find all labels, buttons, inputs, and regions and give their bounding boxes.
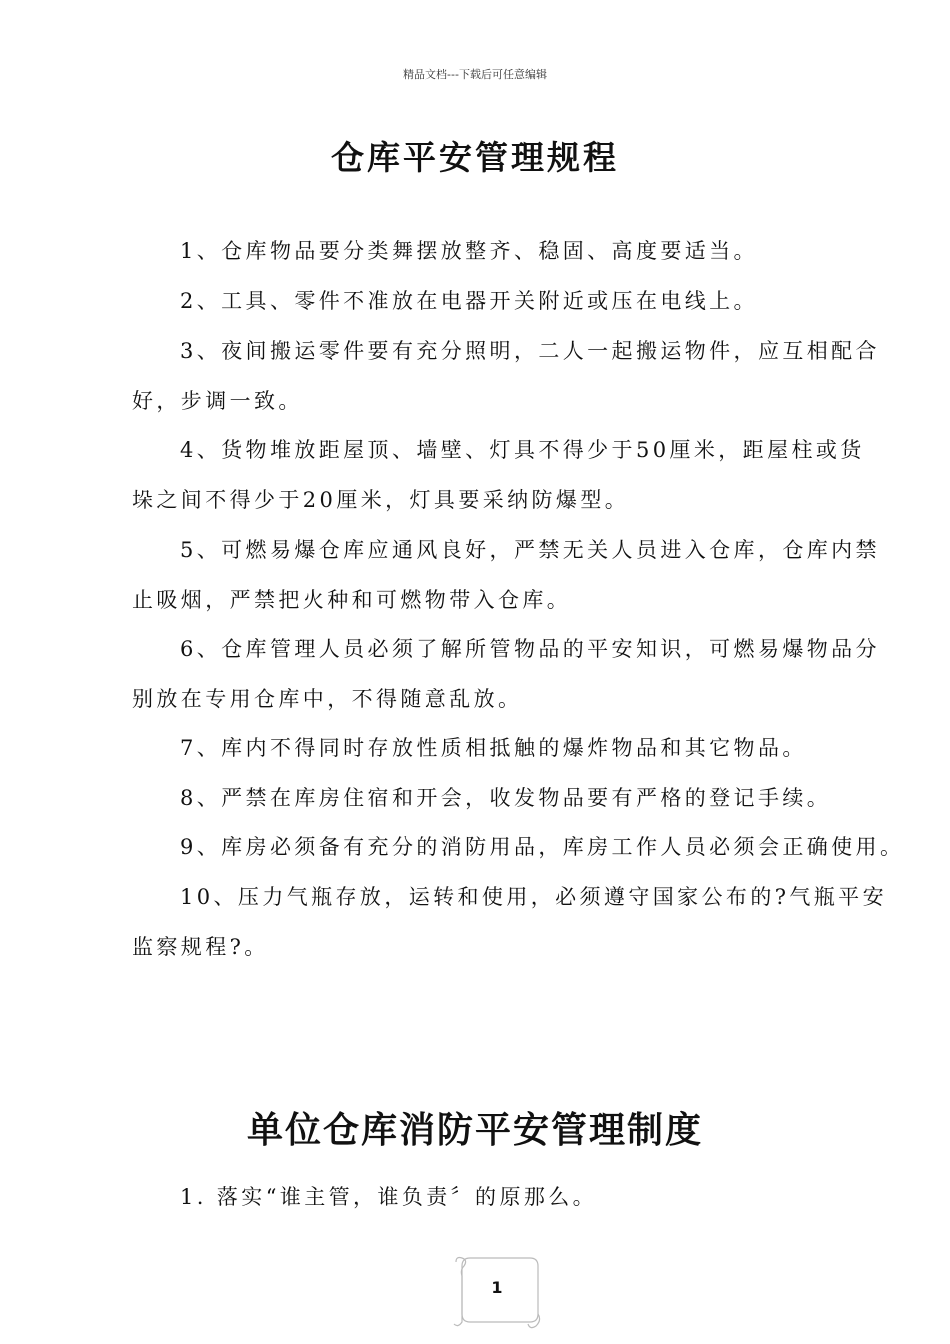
rule-item-4: 4、货物堆放距屋顶、墙壁、灯具不得少于50厘米，距屋柱或货 垛之间不得少于20厘米，灯具要采纳防爆型。	[132, 438, 865, 512]
page-number: 1	[491, 1278, 503, 1297]
rule-item-7: 7、库内不得同时存放性质相抵触的爆炸物品和其它物品。	[180, 736, 807, 760]
section-title-safety-rules: 仓库平安管理规程	[331, 138, 619, 177]
rule-item-10: 10、压力气瓶存放，运转和使用，必须遵守国家公布的?气瓶平安 监察规程?。	[132, 885, 887, 959]
rule-item-8: 8、严禁在库房住宿和开会，收发物品要有严格的登记手续。	[180, 786, 832, 810]
fire-rule-item-1: 1. 落实“谁主管，谁负责〞的原那么。	[180, 1185, 598, 1209]
header-note: 精品文档---下载后可任意编辑	[403, 68, 547, 81]
rule-item-9: 9、库房必须备有充分的消防用品，库房工作人员必须会正确使用。	[180, 835, 905, 859]
rule-item-1: 1、仓库物品要分类舞摆放整齐、稳固、高度要适当。	[180, 239, 758, 263]
rule-item-6: 6、仓库管理人员必须了解所管物品的平安知识，可燃易爆物品分 别放在专用仓库中，不得随意乱放。	[132, 637, 880, 711]
section-title-fire-safety: 单位仓库消防平安管理制度	[246, 1110, 703, 1151]
rule-item-5: 5、可燃易爆仓库应通风良好，严禁无关人员进入仓库，仓库内禁 止吸烟，严禁把火种和可燃物带入仓库。	[132, 538, 880, 612]
rule-item-2: 2、工具、零件不准放在电器开关附近或压在电线上。	[180, 289, 758, 313]
rule-item-3: 3、夜间搬运零件要有充分照明，二人一起搬运物件，应互相配合 好，步调一致。	[132, 339, 880, 413]
